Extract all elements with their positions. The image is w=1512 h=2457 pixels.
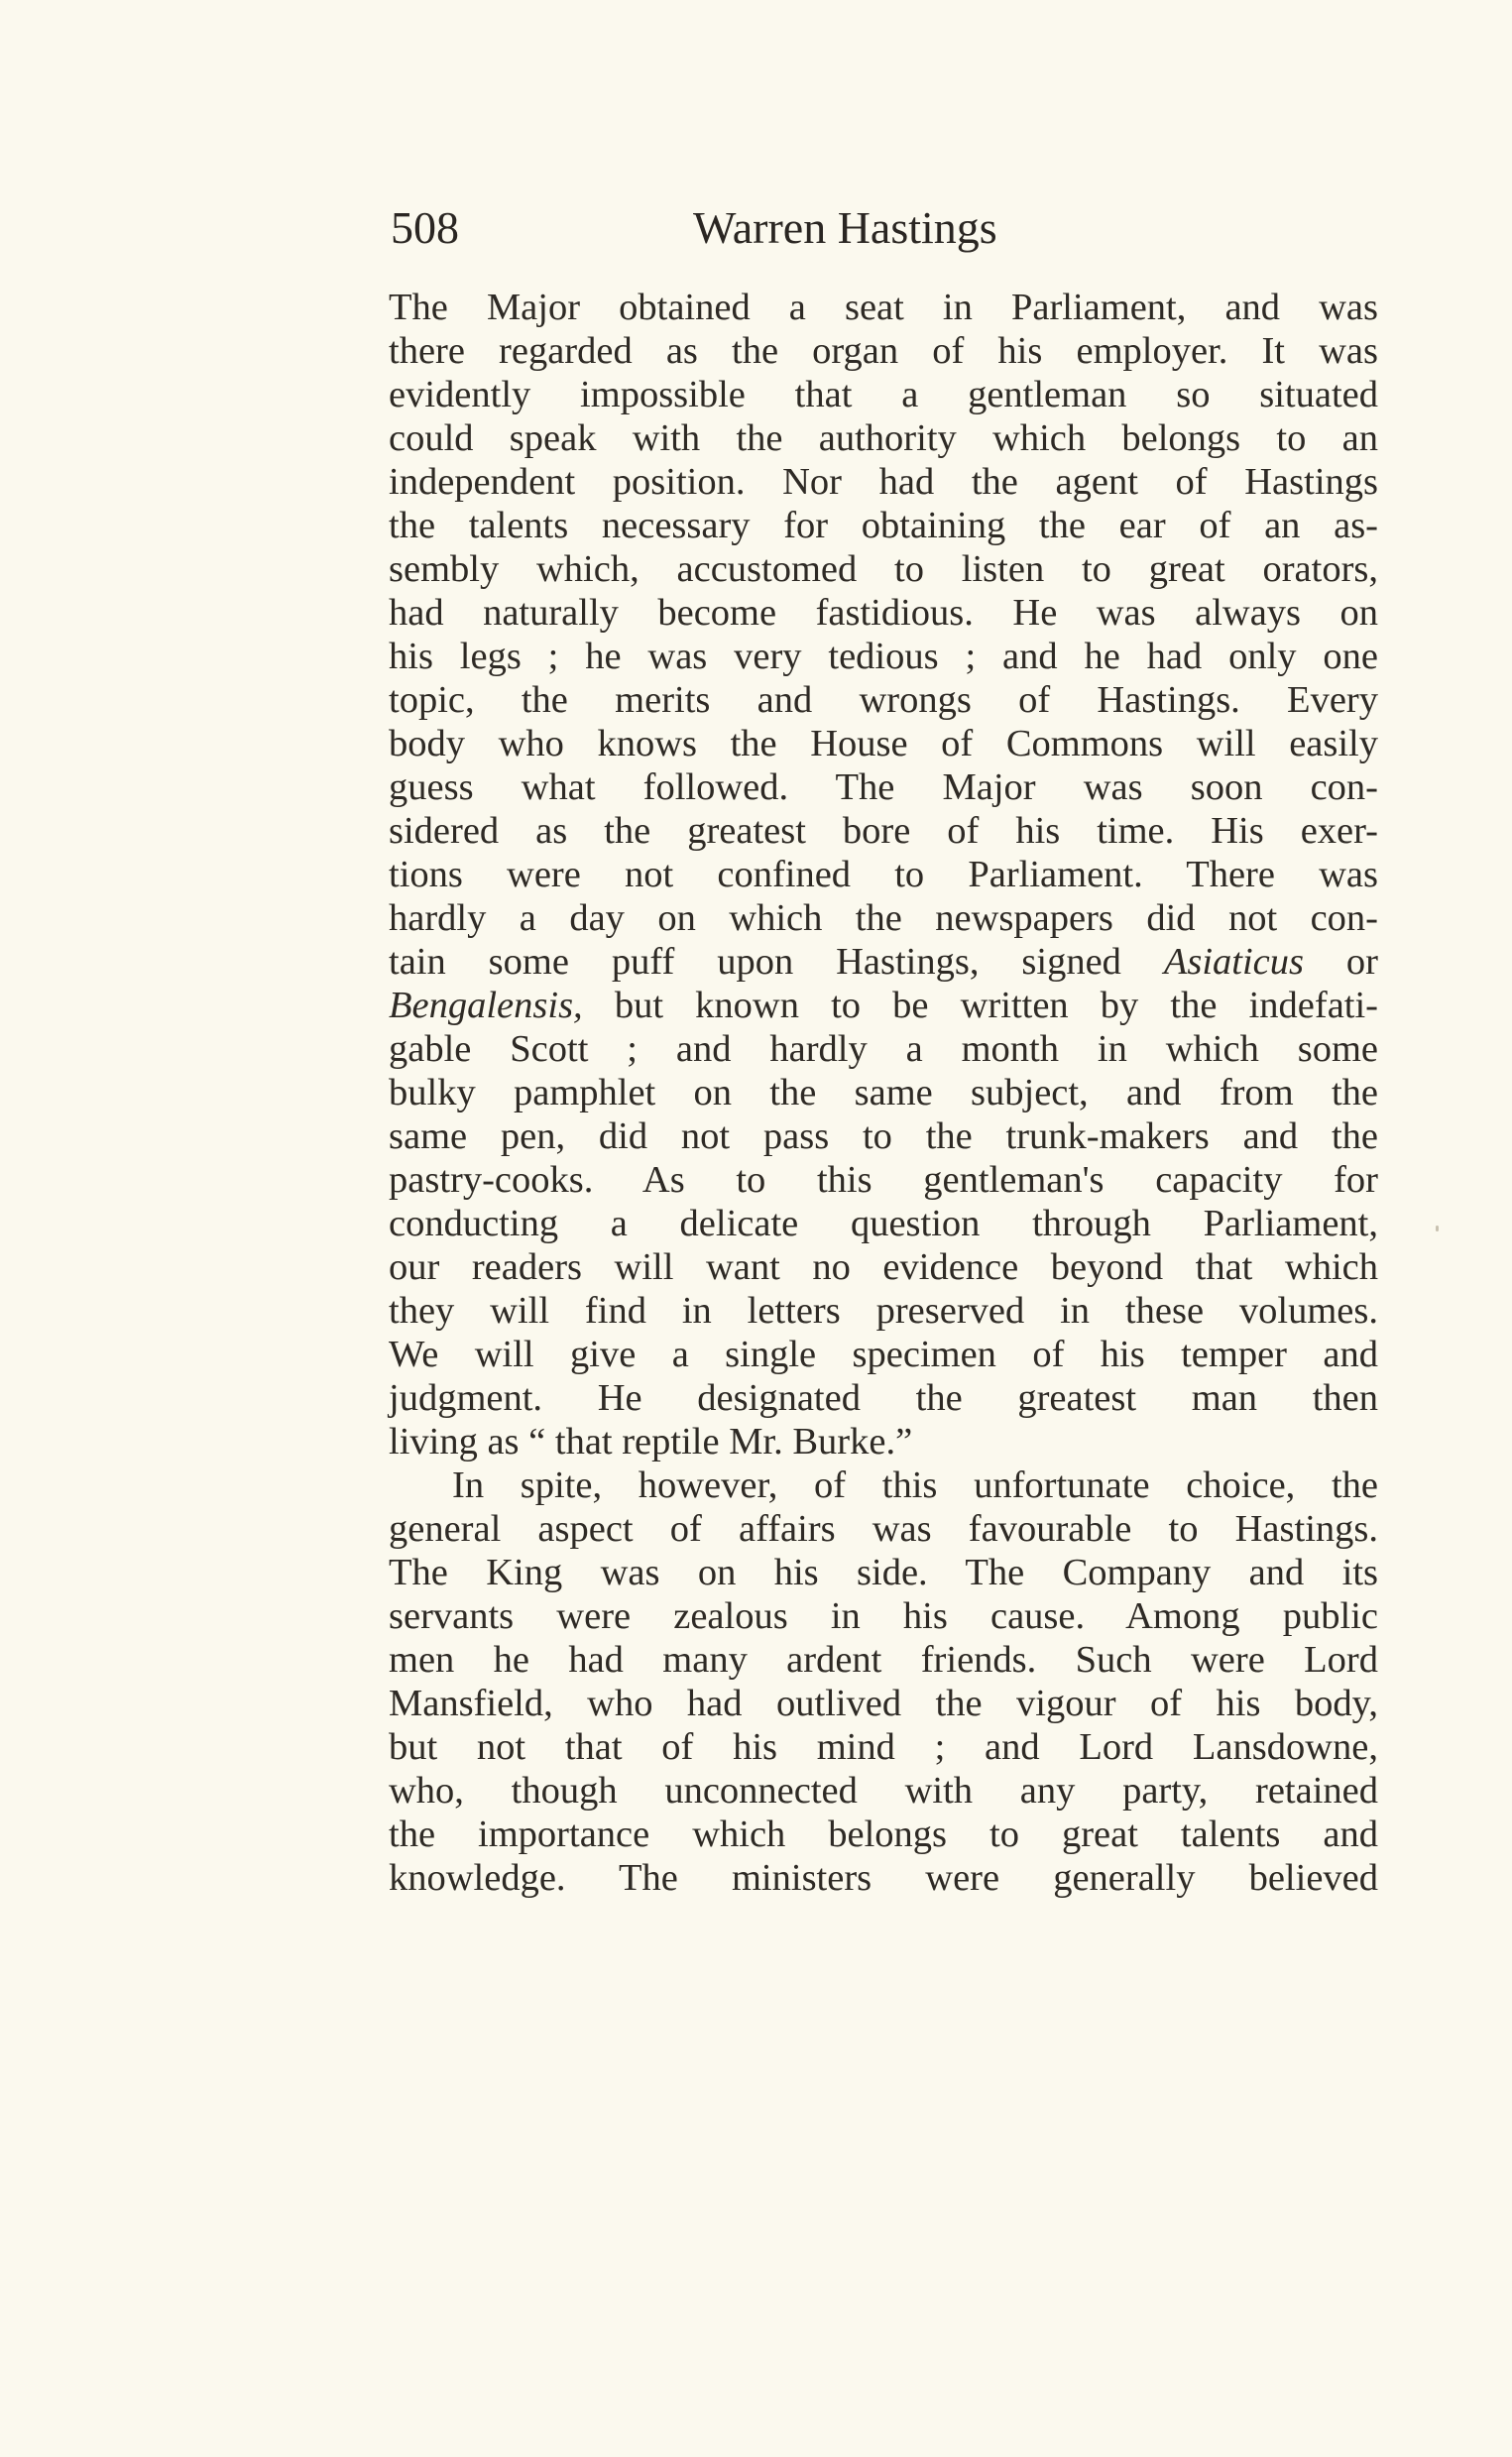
text-segment: or: [1304, 941, 1378, 983]
text-line: general aspect of affairs was favourable to Hastings.: [389, 1508, 1378, 1550]
text-line: topic, the merits and wrongs of Hastings. Every: [389, 679, 1378, 721]
text-line: the talents necessary for obtaining the ear of an as-: [389, 505, 1378, 546]
text-line: sidered as the greatest bore of his time. His exer-: [389, 810, 1378, 852]
paragraph: [389, 1463, 1378, 1900]
text-line: We will give a single specimen of his temper and: [389, 1334, 1378, 1375]
text-line: sembly which, accustomed to listen to great orators,: [389, 548, 1378, 590]
text-line: body who knows the House of Commons will easily: [389, 723, 1378, 764]
body-text: [389, 286, 1378, 1900]
text-line: same pen, did not pass to the trunk-makers and the: [389, 1115, 1378, 1157]
text-line: there regarded as the organ of his employer. It was: [389, 330, 1378, 372]
text-line: bulky pamphlet on the same subject, and from the: [389, 1072, 1378, 1113]
text-line: who, though unconnected with any party, retained: [389, 1770, 1378, 1812]
text-line: his legs ; he was very tedious ; and he had only one: [389, 636, 1378, 677]
text-line: our readers will want no evidence beyond that which: [389, 1246, 1378, 1288]
text-line: but not that of his mind ; and Lord Lansdowne,: [389, 1726, 1378, 1768]
text-line: gable Scott ; and hardly a month in which some: [389, 1028, 1378, 1070]
text-line: the importance which belongs to great talents and: [389, 1814, 1378, 1855]
text-line: pastry-cooks. As to this gentleman's capacity for: [389, 1159, 1378, 1201]
text-line: In spite, however, of this unfortunate choice, the: [452, 1464, 1378, 1506]
text-line: [389, 940, 1378, 984]
text-line: knowledge. The ministers were generally believed: [389, 1857, 1378, 1899]
text-segment: tain some puff upon Hastings, signed: [389, 941, 1164, 983]
text-line: The Major obtained a seat in Parliament, and was: [389, 287, 1378, 328]
text-line: servants were zealous in his cause. Among public: [389, 1595, 1378, 1637]
text-segment: but known to be written by the indefati-: [582, 985, 1378, 1026]
text-line: The King was on his side. The Company and its: [389, 1552, 1378, 1593]
text-line: living as “ that reptile Mr. Burke.”: [389, 1421, 913, 1462]
text-line: independent position. Nor had the agent of Hastings: [389, 461, 1378, 503]
text-line: men he had many ardent friends. Such were Lord: [389, 1639, 1378, 1681]
text-line: they will find in letters preserved in these volumes.: [389, 1290, 1378, 1332]
text-line: hardly a day on which the newspapers did not con-: [389, 897, 1378, 939]
text-line: guess what followed. The Major was soon con-: [389, 766, 1378, 808]
text-line: judgment. He designated the greatest man then: [389, 1377, 1378, 1419]
paragraph: [389, 286, 1378, 1463]
page-number: 508: [391, 202, 459, 253]
page-header: [391, 196, 1382, 260]
text-line: had naturally become fastidious. He was always on: [389, 592, 1378, 634]
text-line: tions were not confined to Parliament. There was: [389, 854, 1378, 895]
running-title: Warren Hastings: [693, 202, 997, 253]
text-line: Mansfield, who had outlived the vigour of his body,: [389, 1683, 1378, 1724]
text-line: [389, 984, 1378, 1027]
italic-pseudonym: Asiaticus: [1163, 941, 1304, 983]
paper-speck: [1436, 1226, 1439, 1231]
text-line: could speak with the authority which belongs to an: [389, 417, 1378, 459]
text-line: conducting a delicate question through Parliament,: [389, 1203, 1378, 1244]
italic-pseudonym: Bengalensis,: [389, 985, 583, 1026]
text-line: evidently impossible that a gentleman so situated: [389, 374, 1378, 415]
